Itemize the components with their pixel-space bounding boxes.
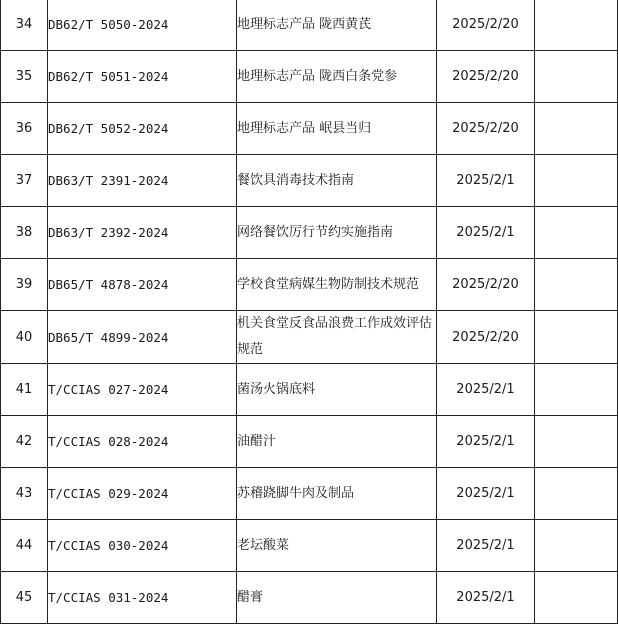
- cell-standard-name: 老坛酸菜: [237, 520, 437, 572]
- cell-number: 34: [1, 0, 48, 51]
- cell-standard-code: T/CCIAS 030-2024: [48, 520, 237, 572]
- table-row: [1, 155, 618, 207]
- cell-remark: [535, 364, 618, 416]
- cell-remark: [535, 51, 618, 103]
- cell-remark: [535, 207, 618, 259]
- table-row: [1, 416, 618, 468]
- cell-standard-name: 地理标志产品 陇西黄芪: [237, 0, 437, 51]
- cell-effective-date: 2025/2/20: [437, 259, 535, 311]
- cell-number: 35: [1, 51, 48, 103]
- cell-remark: [535, 0, 618, 51]
- cell-remark: [535, 155, 618, 207]
- cell-number: 41: [1, 364, 48, 416]
- cell-number: 37: [1, 155, 48, 207]
- cell-standard-code: T/CCIAS 031-2024: [48, 572, 237, 624]
- table-row: [1, 259, 618, 311]
- cell-effective-date: 2025/2/20: [437, 311, 535, 364]
- cell-standard-name: 餐饮具消毒技术指南: [237, 155, 437, 207]
- table-row: [1, 103, 618, 155]
- cell-standard-code: T/CCIAS 028-2024: [48, 416, 237, 468]
- cell-remark: [535, 572, 618, 624]
- table-body: [1, 0, 618, 624]
- table-row: [1, 572, 618, 624]
- table-row: [1, 51, 618, 103]
- cell-remark: [535, 311, 618, 364]
- cell-standard-code: DB63/T 2392-2024: [48, 207, 237, 259]
- cell-remark: [535, 103, 618, 155]
- cell-standard-name: 网络餐饮厉行节约实施指南: [237, 207, 437, 259]
- cell-standard-name: 机关食堂反食品浪费工作成效评估规范: [237, 311, 437, 364]
- cell-standard-name: 菌汤火锅底料: [237, 364, 437, 416]
- cell-standard-code: DB63/T 2391-2024: [48, 155, 237, 207]
- cell-effective-date: 2025/2/1: [437, 155, 535, 207]
- cell-remark: [535, 468, 618, 520]
- cell-number: 39: [1, 259, 48, 311]
- cell-standard-code: T/CCIAS 029-2024: [48, 468, 237, 520]
- cell-standard-code: DB62/T 5051-2024: [48, 51, 237, 103]
- table-row: [1, 207, 618, 259]
- cell-effective-date: 2025/2/1: [437, 416, 535, 468]
- cell-standard-code: DB62/T 5052-2024: [48, 103, 237, 155]
- cell-effective-date: 2025/2/1: [437, 572, 535, 624]
- cell-standard-name: 地理标志产品 陇西白条党参: [237, 51, 437, 103]
- cell-standard-name: 学校食堂病媒生物防制技术规范: [237, 259, 437, 311]
- cell-remark: [535, 416, 618, 468]
- cell-remark: [535, 259, 618, 311]
- table-row: [1, 364, 618, 416]
- cell-standard-name: 地理标志产品 岷县当归: [237, 103, 437, 155]
- cell-effective-date: 2025/2/1: [437, 468, 535, 520]
- cell-standard-code: DB65/T 4899-2024: [48, 311, 237, 364]
- cell-standard-code: DB65/T 4878-2024: [48, 259, 237, 311]
- cell-effective-date: 2025/2/20: [437, 51, 535, 103]
- cell-standard-name: 苏稽跷脚牛肉及制品: [237, 468, 437, 520]
- cell-number: 36: [1, 103, 48, 155]
- cell-number: 45: [1, 572, 48, 624]
- cell-number: 42: [1, 416, 48, 468]
- cell-standard-name: 醋膏: [237, 572, 437, 624]
- table-row: [1, 0, 618, 51]
- cell-effective-date: 2025/2/20: [437, 103, 535, 155]
- table-row: [1, 311, 618, 364]
- cell-remark: [535, 520, 618, 572]
- table-row: [1, 468, 618, 520]
- cell-effective-date: 2025/2/1: [437, 520, 535, 572]
- cell-standard-code: DB62/T 5050-2024: [48, 0, 237, 51]
- cell-number: 40: [1, 311, 48, 364]
- cell-standard-name: 油醋汁: [237, 416, 437, 468]
- cell-number: 44: [1, 520, 48, 572]
- cell-effective-date: 2025/2/1: [437, 207, 535, 259]
- cell-effective-date: 2025/2/20: [437, 0, 535, 51]
- cell-number: 43: [1, 468, 48, 520]
- cell-effective-date: 2025/2/1: [437, 364, 535, 416]
- cell-standard-code: T/CCIAS 027-2024: [48, 364, 237, 416]
- table-row: [1, 520, 618, 572]
- cell-number: 38: [1, 207, 48, 259]
